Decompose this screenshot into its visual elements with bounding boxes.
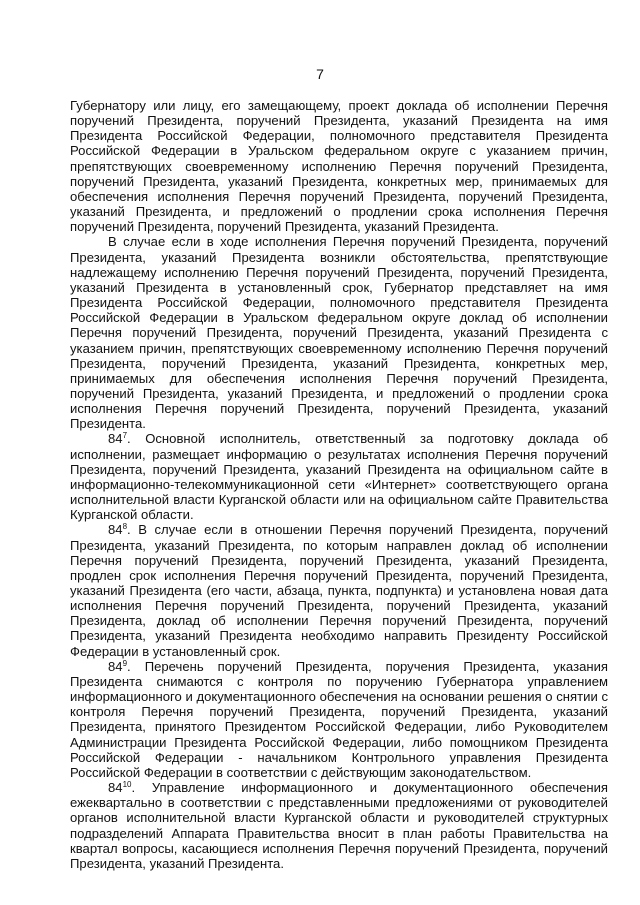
page-number: 7	[316, 66, 324, 82]
clause-number: $84^8$.	[108, 522, 131, 538]
clause-84-7	[70, 431, 608, 522]
clause-text: В случае если в отношении Перечня поручений Президента, поручений Президента, указаний Президента, по которым направлен доклад об исполнении Перечня поручений Президента, поручений Президента, указаний Президента, продлен срок исполнения Перечня поручений Президента, поручений Президента, указаний Президента (его части, абзаца, пункта, подпункта) и установлена новая дата исполнения Перечня поручений Президента, поручений Президента, указаний Президента, доклад об исполнении Перечня поручений Президента, поручений Президента, указаний Президента необходимо направить Президенту Российской Федерации в установленный срок.	[70, 522, 609, 659]
clause-number: $84^7$.	[108, 431, 131, 447]
paragraph-continuation	[70, 98, 608, 234]
clause-text: Основной исполнитель, ответственный за подготовку доклада об исполнении, размещает информацию о результатах исполнения Перечня поручений Президента, поручений Президента, указаний Президента на официальном сайте в информационно-телекоммуникационной сети «Интернет» соответствующего органа исполнительной власти Курганской области или на официальном сайте Правительства Курганской области.	[70, 431, 609, 523]
document-body	[70, 98, 608, 871]
paragraph-text: Губернатору или лицу, его замещающему, проект доклада об исполнении Перечня поручений Президента, поручений Президента, указаний Президента на имя Президента Российской Федерации, полномочного представителя Президента Российской Федерации в Уральском федеральном округе с указанием причин, препятствующих своевременному исполнению Перечня поручений Президента, поручений Президента, указаний Президента, конкретных мер, принимаемых для обеспечения исполнения Перечня поручений Президента, поручений Президента, указаний Президента, и предложений о продлении срока исполнения Перечня поручений Президента, поручений Президента, указаний Президента.	[70, 98, 608, 235]
clause-number: $84^{10}$.	[108, 780, 136, 796]
paragraph-extension-case	[70, 234, 608, 431]
clause-84-9	[70, 659, 608, 780]
paragraph-text: В случае если в ходе исполнения Перечня поручений Президента, поручений Президента, указаний Президента возникли обстоятельства, препятствующие надлежащему исполнению Перечня поручений Президента, поручений Президента, указаний Президента в установленный срок, Губернатор представляет на имя Президента Российской Федерации, полномочного представителя Президента Российской Федерации в Уральском федеральном округе доклад об исполнении Перечня поручений Президента, поручений Президента, указаний Президента с указанием причин, препятствующих своевременному исполнению Перечня поручений Президента, поручений Президента, указаний Президента, конкретных мер, принимаемых для обеспечения исполнения Перечня поручений Президента, поручений Президента, указаний Президента, и предложений о продлении срока исполнения Перечня поручений Президента, поручений Президента, указаний Президента.	[70, 234, 608, 432]
clause-84-10	[70, 780, 608, 871]
clause-text: Управление информационного и документационного обеспечения ежеквартально в соответствии с представленными предложениями от руководителей органов исполнительной власти Курганской области и руководителей структурных подразделений Аппарата Правительства вносит в план работы Правительства на квартал вопросы, касающиеся исполнения Перечня поручений Президента, поручений Президента, указаний Президента.	[70, 780, 609, 871]
clause-text: Перечень поручений Президента, поручения Президента, указания Президента снимаются с контроля по поручению Губернатора управлением информационного и документационного обеспечения на основании решения о снятии с контроля Перечня поручений Президента, поручений Президента, указаний Президента, принятого Президентом Российской Федерации, либо Руководителем Администрации Президента Российской Федерации, либо помощником Президента Российской Федерации - начальником Контрольного управления Президента Российской Федерации в соответствии с действующим законодательством.	[70, 658, 608, 780]
clause-number: $84^9$.	[108, 658, 131, 674]
clause-84-8	[70, 522, 608, 658]
